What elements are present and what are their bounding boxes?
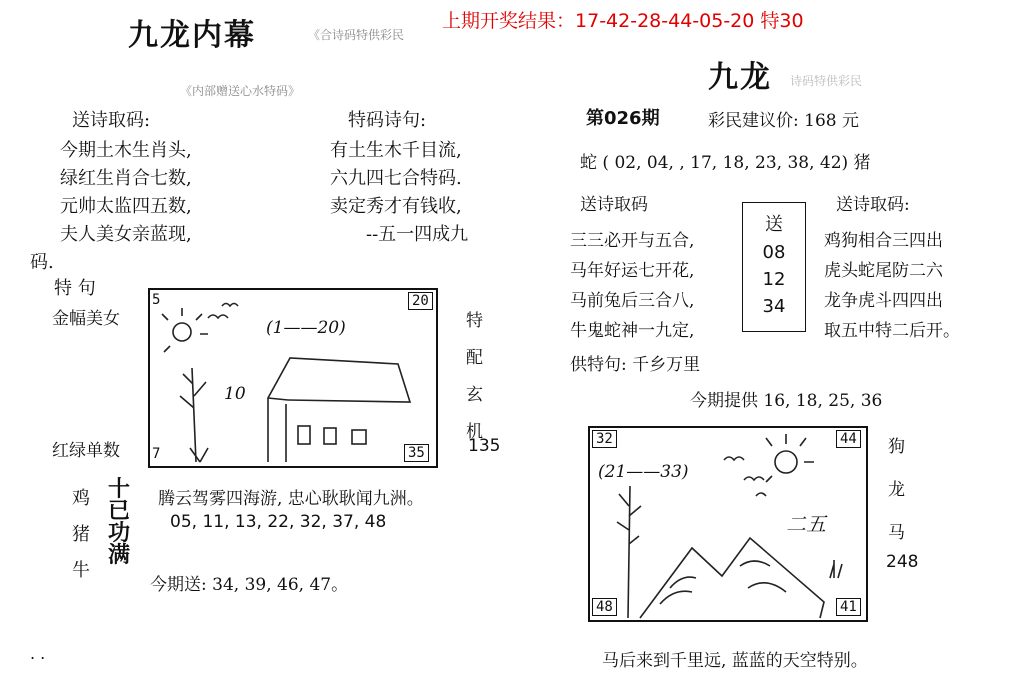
mountain-sketch-icon [640, 538, 824, 618]
left-tagline: 《内部赠送心水特码》 [180, 84, 301, 98]
hand-char-4: 满 [108, 542, 131, 568]
left-subtitle: 《合诗码特供彩民 [308, 28, 405, 42]
honglv-label: 红绿单数 [52, 441, 120, 461]
right-poem-left-4: 牛鬼蛇神一九定, [570, 321, 695, 341]
animal-1: 鸡 [72, 488, 90, 509]
left-title: 九龙内幕 [128, 18, 256, 53]
left-side-char-2: 配 [466, 348, 483, 368]
result-label: 上期开奖结果： [442, 10, 576, 32]
bird-sketch-icon [208, 315, 228, 318]
te-ju-label: 特 句 [54, 278, 96, 299]
left-corner-br: 35 [404, 444, 429, 462]
right-poem-header-right: 送诗取码: [836, 195, 910, 215]
left-numbers-line: 05, 11, 13, 22, 32, 37, 48 [170, 512, 387, 532]
left-sketch [148, 288, 434, 464]
left-poem-line-3: 元帅太监四五数, [60, 196, 192, 217]
hand-char-column [108, 478, 130, 566]
right-drawing-num: 二五 [786, 512, 826, 536]
right-corner-br: 41 [836, 598, 861, 616]
left-poem-header: 送诗取码: [72, 110, 151, 131]
left-drawing-range: (1——20) [266, 318, 346, 338]
lottery-result [442, 6, 804, 33]
right-sketch [588, 426, 864, 618]
animal-3: 牛 [72, 560, 90, 581]
right-side-char-3: 马 [888, 523, 905, 543]
right-drawing-range: (21——33) [598, 462, 689, 482]
left-side-char-1: 特 [466, 311, 483, 331]
gift-box-title: 送 [765, 214, 783, 235]
right-poem-left-2: 马年好运七开花, [570, 261, 695, 281]
gift-number-2: 12 [762, 269, 786, 290]
right-side-column [888, 432, 905, 543]
left-jinqi: 今期送: 34, 39, 46, 47。 [150, 575, 349, 595]
snake-line: 蛇 ( 02, 04, , 17, 18, 23, 38, 42) 猪 [580, 153, 871, 173]
left-side-number: 135 [468, 436, 501, 456]
animal-column [72, 484, 90, 582]
sun-sketch-icon [162, 308, 208, 352]
animal-2: 猪 [72, 524, 90, 545]
right-poem-right-2: 虎头蛇尾防二六 [824, 261, 943, 281]
left-wrap-end: 码. [30, 252, 54, 273]
left-poem-bottom: 腾云驾雾四海游, 忠心耿耿闻九洲。 [158, 489, 424, 509]
left-poem-line-1: 今期土木生肖头, [60, 140, 192, 161]
right-bottom-line: 马后来到千里远, 蓝蓝的天空特别。 [602, 651, 868, 671]
left-side-char-3: 玄 [466, 385, 483, 405]
right-poem-left-1: 三三必开与五合, [570, 231, 695, 251]
grass-sketch-icon [830, 560, 842, 578]
right-poem-header-left: 送诗取码 [580, 195, 648, 215]
left-drawing-num: 10 [224, 384, 246, 404]
left-corner-bl: 7 [152, 446, 161, 462]
left-dots: . . [30, 644, 46, 663]
left-corner-tr: 20 [408, 292, 433, 310]
left-special-header: 特码诗句: [348, 110, 427, 131]
right-corner-tr: 44 [836, 430, 861, 448]
right-side-char-2: 龙 [888, 480, 905, 500]
result-numbers: 17-42-28-44-05-20 [575, 10, 755, 32]
left-corner-tl: 5 [152, 292, 161, 308]
result-special: 特30 [760, 10, 804, 32]
right-side-char-1: 狗 [888, 437, 905, 457]
left-special-line-1: 有土生木千目流, [330, 140, 462, 161]
gift-number-column [742, 210, 806, 317]
jinfu-label: 金幅美女 [52, 309, 120, 329]
house-sketch-icon [268, 358, 410, 462]
hand-char-3: 功 [108, 520, 131, 546]
provide-line: 今期提供 16, 18, 25, 36 [690, 391, 883, 411]
right-side-number: 248 [886, 552, 919, 572]
tree-sketch-icon [180, 368, 208, 462]
hand-char-2: 已 [108, 498, 131, 524]
left-poem-line-2: 绿红生肖合七数, [60, 168, 192, 189]
left-special-line-4: --五一四成九 [366, 224, 469, 245]
left-poem-line-4: 夫人美女亲蓝现, [60, 224, 192, 245]
gift-number-3: 34 [762, 296, 786, 317]
right-corner-bl: 48 [592, 598, 617, 616]
sun-sketch-icon [766, 434, 814, 482]
right-poem-right-1: 鸡狗相合三四出 [824, 231, 943, 251]
hand-char-1: 十 [108, 476, 131, 502]
left-special-line-3: 卖定秀才有钱收, [330, 196, 462, 217]
issue-number: 第026期 [586, 108, 660, 129]
right-subtitle: 诗码特供彩民 [790, 74, 863, 88]
right-corner-tl: 32 [592, 430, 617, 448]
gong-te-line: 供特句: 千乡万里 [570, 355, 701, 375]
right-poem-right-3: 龙争虎斗四四出 [824, 291, 943, 311]
right-poem-left-3: 马前兔后三合八, [570, 291, 695, 311]
right-poem-right-4: 取五中特二后开。 [824, 321, 960, 341]
right-title: 九龙 [708, 60, 772, 95]
left-special-line-2: 六九四七合特码. [330, 168, 462, 189]
price-label: 彩民建议价: 168 元 [708, 111, 859, 131]
tree-sketch-icon [617, 486, 641, 618]
left-side-column [466, 306, 483, 442]
left-side-char-4: 机 [466, 422, 483, 442]
gift-number-1: 08 [762, 242, 786, 263]
